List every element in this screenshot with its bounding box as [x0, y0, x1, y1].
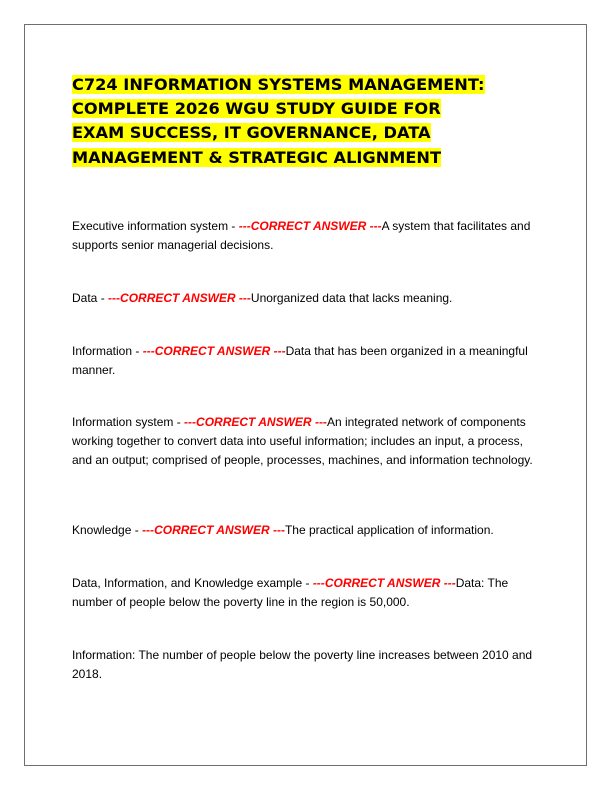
correct-answer-marker: CORRECT ANSWER	[324, 576, 441, 590]
entry-definition: Data: The number of people below the poverty line in the region is 50,000.	[72, 576, 509, 609]
qa-entry-dik-example: Data, Information, and Knowledge example - ---CORRECT ANSWER ---Data: The number of people below the poverty line in the region is 50,000.	[72, 576, 509, 609]
qa-entry-information-system: Information system - ---CORRECT ANSWER ---An integrated network of components working together to convert data into useful information; includes an input, a process, and an output; comprised of people, processes, machines, and information technology.	[72, 415, 533, 467]
correct-answer-marker: CORRECT ANSWER	[154, 523, 270, 537]
entry-term: Data	[72, 291, 98, 305]
entry-definition: Unorganized data that lacks meaning.	[250, 291, 453, 305]
document-title	[72, 73, 542, 170]
entry-definition: An integrated network of components working together to convert data into useful information; includes an input, a process, and an output; comprised of people, processes, machines, and information technology.	[72, 415, 533, 467]
qa-entry-data: Data - ---CORRECT ANSWER ---Unorganized data that lacks meaning.	[72, 291, 453, 305]
correct-answer-marker: CORRECT ANSWER	[250, 219, 367, 233]
entry-term: Information system	[72, 415, 174, 429]
entry-term: Data, Information, and Knowledge example	[72, 576, 303, 590]
correct-answer-marker: CORRECT ANSWER	[120, 291, 236, 305]
entry-definition: Data that has been organized in a meaningful manner.	[72, 344, 528, 377]
title-line-3: EXAM SUCCESS, IT GOVERNANCE, DATA	[72, 123, 431, 143]
entry-term: Knowledge	[72, 523, 132, 537]
qa-entry-information: Information - ---CORRECT ANSWER ---Data that has been organized in a meaningful manner.	[72, 344, 528, 377]
title-line-4: MANAGEMENT & STRATEGIC ALIGNMENT	[72, 147, 442, 167]
information-example-paragraph: Information: The number of people below the poverty line increases between 2010 and 2018.	[72, 648, 533, 681]
correct-answer-marker: CORRECT ANSWER	[154, 344, 271, 358]
document-body	[72, 73, 542, 681]
correct-answer-marker: CORRECT ANSWER	[196, 415, 312, 429]
title-line-1: C724 INFORMATION SYSTEMS MANAGEMENT:	[72, 75, 485, 94]
entry-term: Executive information system	[72, 219, 229, 233]
title-line-2: COMPLETE 2026 WGU STUDY GUIDE FOR	[72, 99, 441, 119]
qa-entry-knowledge: Knowledge - ---CORRECT ANSWER ---The practical application of information.	[72, 523, 494, 537]
entry-term: Information	[72, 344, 133, 358]
qa-entry-executive-information-system: Executive information system - ---CORRECT ANSWER ---A system that facilitates and supports senior managerial decisions.	[72, 219, 531, 252]
entry-definition: The practical application of information.	[284, 523, 494, 537]
entry-definition: A system that facilitates and supports senior managerial decisions.	[72, 219, 531, 252]
